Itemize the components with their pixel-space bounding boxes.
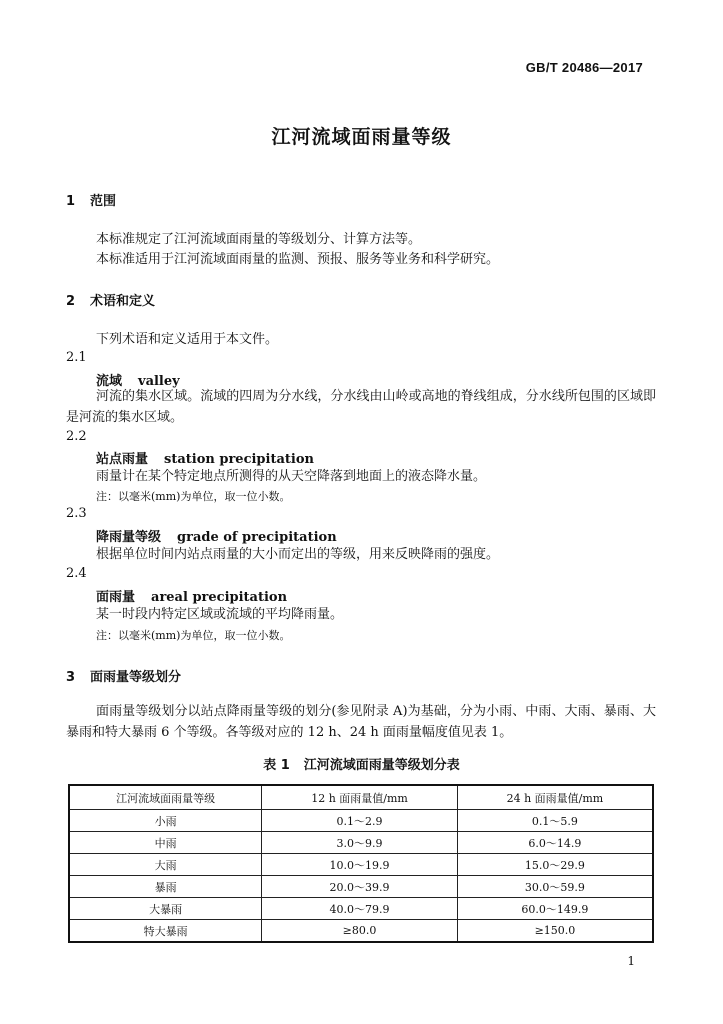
table-row	[69, 854, 653, 876]
term-zh: 流域	[96, 374, 123, 389]
term-number: 2.3	[66, 506, 87, 521]
term-definition: 雨量计在某个特定地点所测得的从天空降落到地面上的液态降水量。	[96, 469, 487, 484]
document-title: 江河流域面雨量等级	[271, 126, 452, 148]
page-number: 1	[627, 954, 635, 968]
section-number: 2	[66, 294, 76, 309]
term-note: 注：以毫米(mm)为单位，取一位小数。	[96, 490, 291, 503]
term-definition: 某一时段内特定区域或流域的平均降雨量。	[96, 607, 344, 622]
grade-cell: 大暴雨	[69, 898, 262, 920]
section-3-heading	[66, 666, 181, 685]
table-caption	[0, 754, 723, 773]
grade-cell: 大雨	[69, 854, 262, 876]
value-24h-cell: 0.1～5.9	[457, 810, 653, 832]
table-row	[69, 920, 653, 943]
table-number: 表 1	[263, 758, 290, 773]
table-header-row	[69, 785, 653, 810]
term-en: grade of precipitation	[177, 530, 337, 545]
value-12h-cell: ≥80.0	[262, 920, 458, 943]
term-en: valley	[138, 374, 180, 389]
term-number: 2.4	[66, 566, 87, 581]
table-row	[69, 876, 653, 898]
grade-cell: 中雨	[69, 832, 262, 854]
section-1-heading	[66, 190, 116, 209]
term-zh: 降雨量等级	[96, 530, 162, 545]
paragraph: 面雨量等级划分以站点降雨量等级的划分(参见附录 A)为基础，分为小雨、中雨、大雨、暴雨、大暴雨和特大暴雨 6 个等级。各等级对应的 12 h、24 h 面雨量幅度值见表 1。	[66, 704, 656, 740]
value-24h-cell: 30.0～59.9	[457, 876, 653, 898]
column-header: 江河流域面雨量等级	[69, 785, 262, 810]
section-number: 3	[66, 670, 76, 685]
value-12h-cell: 0.1～2.9	[262, 810, 458, 832]
section-title: 范围	[90, 194, 117, 209]
grade-cell: 特大暴雨	[69, 920, 262, 943]
term-definition: 根据单位时间内站点雨量的大小而定出的等级，用来反映降雨的强度。	[96, 547, 500, 562]
standard-code: GB/T 20486—2017	[525, 60, 643, 75]
term-en: areal precipitation	[151, 590, 288, 605]
grade-cell: 暴雨	[69, 876, 262, 898]
term-number: 2.2	[66, 429, 87, 444]
table-title: 江河流域面雨量等级划分表	[303, 758, 460, 773]
term-zh: 面雨量	[96, 590, 136, 605]
table-row	[69, 810, 653, 832]
precipitation-grade-table	[68, 784, 654, 943]
table-row	[69, 832, 653, 854]
term-heading	[96, 586, 287, 605]
grade-cell: 小雨	[69, 810, 262, 832]
value-12h-cell: 10.0～19.9	[262, 854, 458, 876]
section-title: 面雨量等级划分	[90, 670, 182, 685]
value-12h-cell: 40.0～79.9	[262, 898, 458, 920]
paragraph: 本标准规定了江河流域面雨量的等级划分、计算方法等。	[96, 232, 422, 247]
section-title: 术语和定义	[90, 294, 156, 309]
value-24h-cell: 15.0～29.9	[457, 854, 653, 876]
term-heading	[96, 526, 337, 545]
value-24h-cell: ≥150.0	[457, 920, 653, 943]
column-header: 12 h 面雨量值/mm	[262, 785, 458, 810]
value-24h-cell: 6.0～14.9	[457, 832, 653, 854]
column-header: 24 h 面雨量值/mm	[457, 785, 653, 810]
section-number: 1	[66, 194, 76, 209]
value-12h-cell: 20.0～39.9	[262, 876, 458, 898]
value-12h-cell: 3.0～9.9	[262, 832, 458, 854]
term-en: station precipitation	[164, 452, 314, 467]
table-row	[69, 898, 653, 920]
section-2-heading	[66, 290, 155, 309]
paragraph: 本标准适用于江河流域面雨量的监测、预报、服务等业务和科学研究。	[96, 252, 500, 267]
term-definition: 河流的集水区域。流域的四周为分水线，分水线由山岭或高地的脊线组成，分水线所包围的区域即是河流的集水区域。	[66, 389, 656, 425]
paragraph: 下列术语和定义适用于本文件。	[96, 332, 279, 347]
value-24h-cell: 60.0～149.9	[457, 898, 653, 920]
term-note: 注：以毫米(mm)为单位，取一位小数。	[96, 629, 291, 642]
term-heading	[96, 448, 314, 467]
term-number: 2.1	[66, 350, 87, 365]
term-zh: 站点雨量	[96, 452, 149, 467]
